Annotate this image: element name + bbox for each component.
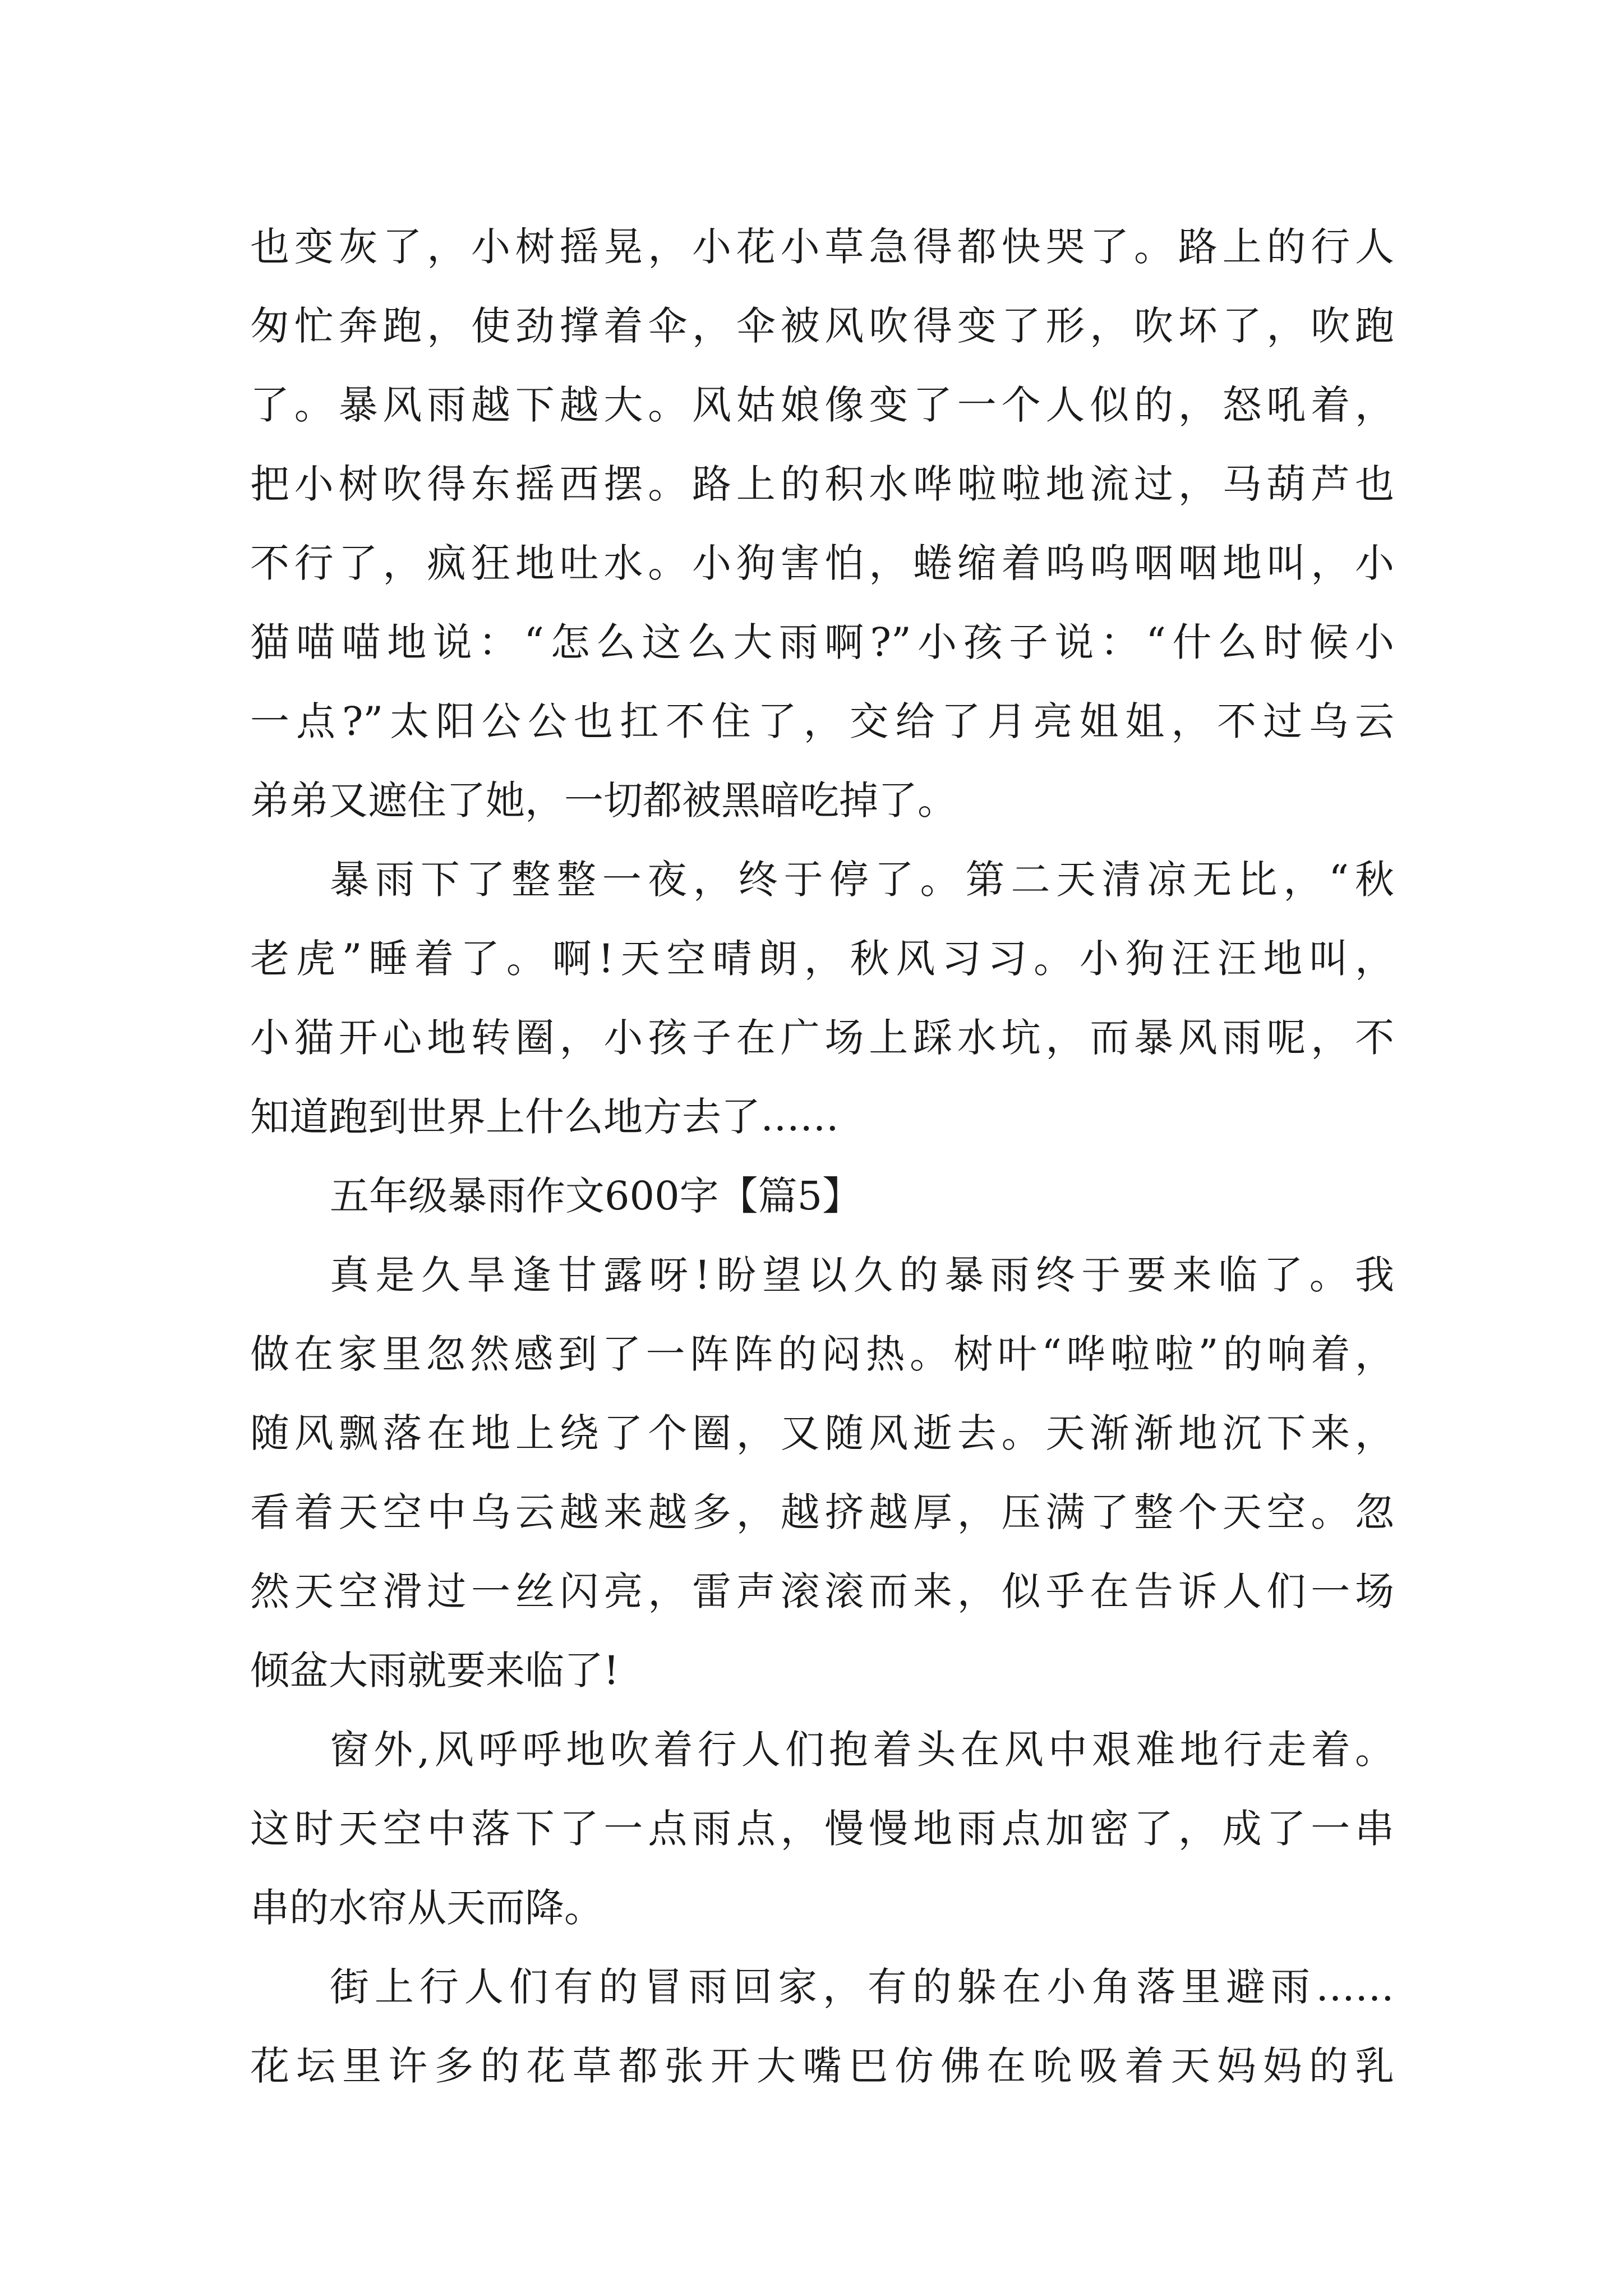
text-line: 弟弟又遮住了她，一切都被黑暗吃掉了。 <box>250 777 957 823</box>
paragraph-start: 街上行人们有的冒雨回家，有的躲在小角落里避雨…… <box>330 1964 1394 2010</box>
text-line: 小猫开心地转圈，小孩子在广场上踩水坑，而暴风雨呢，不 <box>250 1015 1394 1061</box>
text-line: 串的水帘从天而降。 <box>250 1885 603 1931</box>
text-line: 也变灰了，小树摇晃，小花小草急得都快哭了。路上的行人 <box>250 224 1394 270</box>
text-line: 看着天空中乌云越来越多，越挤越厚，压满了整个天空。忽 <box>250 1489 1394 1535</box>
text-line: 倾盆大雨就要来临了! <box>250 1648 620 1694</box>
paragraph-start: 窗外,风呼呼地吹着行人们抱着头在风中艰难地行走着。 <box>330 1727 1394 1773</box>
paragraph-start: 暴雨下了整整一夜，终于停了。第二天清凉无比，“秋 <box>330 857 1394 903</box>
text-line: 老虎”睡着了。啊!天空晴朗，秋风习习。小狗汪汪地叫， <box>250 936 1394 982</box>
text-line: 了。暴风雨越下越大。风姑娘像变了一个人似的，怒吼着， <box>250 382 1394 428</box>
text-line: 把小树吹得东摇西摆。路上的积水哗啦啦地流过，马葫芦也 <box>250 461 1394 507</box>
text-line: 然天空滑过一丝闪亮，雷声滚滚而来，似乎在告诉人们一场 <box>250 1568 1394 1614</box>
text-line: 猫喵喵地说：“怎么这么大雨啊?”小孩子说：“什么时候小 <box>250 619 1394 665</box>
text-line: 这时天空中落下了一点雨点，慢慢地雨点加密了，成了一串 <box>250 1806 1394 1852</box>
text-line: 一点?”太阳公公也扛不住了，交给了月亮姐姐，不过乌云 <box>250 698 1394 744</box>
text-line: 匆忙奔跑，使劲撑着伞，伞被风吹得变了形，吹坏了，吹跑 <box>250 303 1394 349</box>
text-line: 花坛里许多的花草都张开大嘴巴仿佛在吮吸着天妈妈的乳 <box>250 2043 1394 2089</box>
text-line: 知道跑到世界上什么地方去了…… <box>250 1094 839 1140</box>
essay-text <box>250 208 1394 2106</box>
text-line: 随风飘落在地上绕了个圈，又随风逝去。天渐渐地沉下来， <box>250 1410 1394 1456</box>
text-line: 不行了，疯狂地吐水。小狗害怕，蜷缩着呜呜咽咽地叫，小 <box>250 540 1394 586</box>
section-heading: 五年级暴雨作文600字【篇5】 <box>330 1173 862 1219</box>
text-line: 做在家里忽然感到了一阵阵的闷热。树叶“哗啦啦”的响着， <box>250 1331 1394 1377</box>
paragraph-start: 真是久旱逢甘露呀!盼望以久的暴雨终于要来临了。我 <box>330 1252 1394 1298</box>
